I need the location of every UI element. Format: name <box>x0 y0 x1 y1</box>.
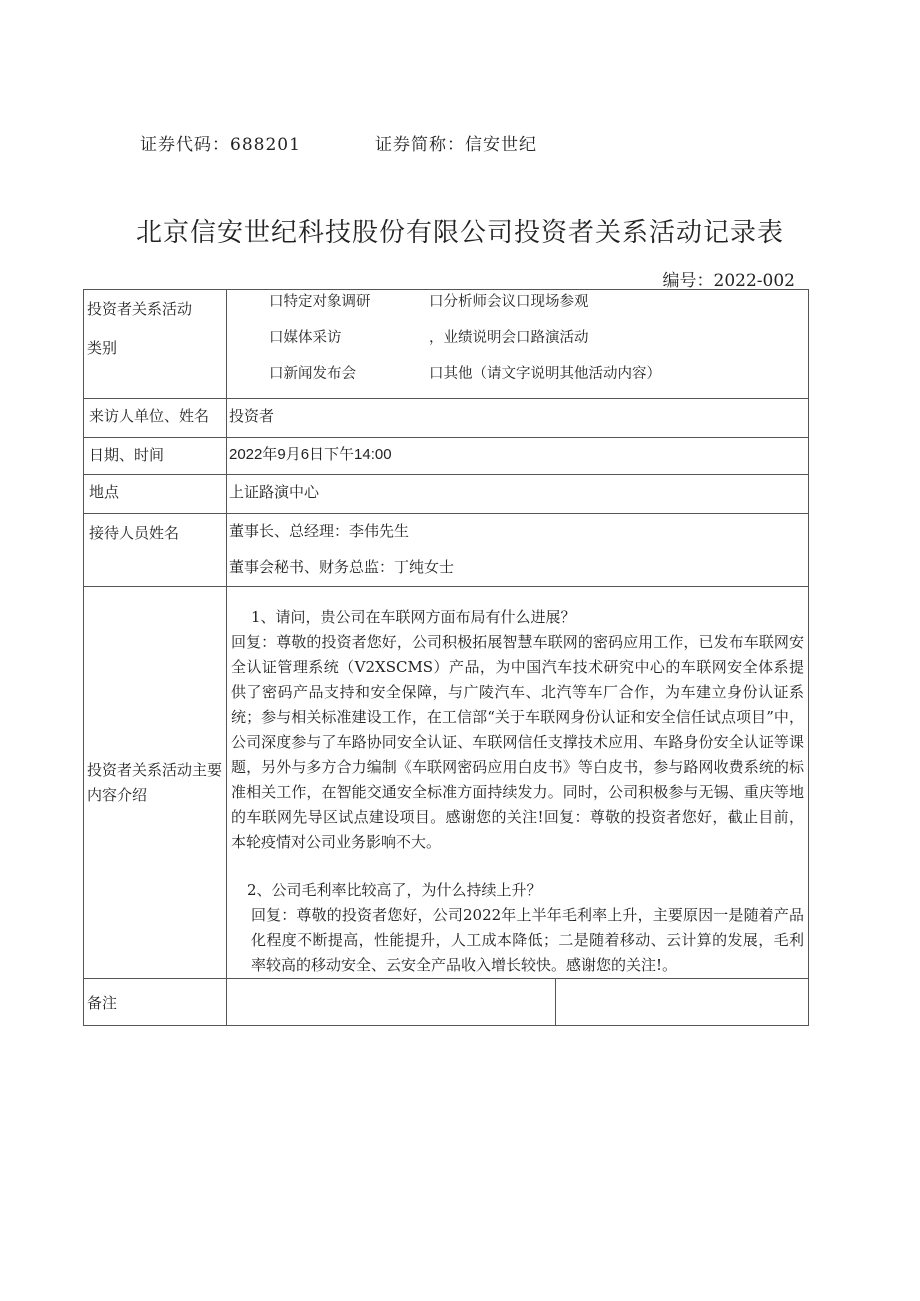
visitor-value: 投资者 <box>229 407 275 425</box>
place-value: 上证路演中心 <box>229 483 320 501</box>
option-specific-research[interactable]: 口特定对象调研 <box>269 294 371 310</box>
activity-type-label-line1: 投资者关系活动 <box>87 300 193 318</box>
content-label <box>84 587 227 979</box>
place-label-text: 地点 <box>89 483 120 501</box>
remark-cell-1 <box>227 979 556 1026</box>
place-value-cell <box>227 475 809 514</box>
activity-type-label-line2: 类别 <box>87 339 118 357</box>
visitor-label <box>84 399 227 438</box>
datetime-value: 2022年9月6日下午14:00 <box>229 446 392 463</box>
stock-code: 证券代码：688201 <box>140 135 301 155</box>
activity-record-table <box>83 289 809 1026</box>
answer-1: 回复：尊敬的投资者您好，公司积极拓展智慧车联网的密码应用工作，已发布车联网安全认证管理系统（V2XSCMS）产品，为中国汽车技术研究中心的车联网安全体系提供了密码产品支持和安全保障，与广陵汽车、北汽等车厂合作，为车建立身份认证系统；参与相关标准建设工作，在工信部“关于车联网身份认证和安全信任试点项目”中，公司深度参与了车路协同安全认证、车联网信任支撑技术应用、车路身份安全认证等课题，另外与多方合力编制《车联网密码应用白皮书》等白皮书，参与路网收费系统的标准相关工作，在智能交通安全标准方面持续发力。同时，公司积极参与无锡、重庆等地的车联网先导区试点建设项目。感谢您的关注!回复：尊敬的投资者您好，截止目前，本轮疫情对公司业务影响不大。 <box>231 633 804 851</box>
document-title: 北京信安世纪科技股份有限公司投资者关系活动记录表 <box>135 218 784 248</box>
reception-line1: 董事长、总经理：李伟先生 <box>229 522 410 540</box>
answer-2: 回复：尊敬的投资者您好，公司2022年上半年毛利率上升，主要原因一是随着产品化程度不断提高，性能提升，人工成本降低；二是随着移动、云计算的发展，毛利率较高的移动安全、云安全产品收入增长较快。感谢您的关注!。 <box>251 906 804 974</box>
place-label <box>84 475 227 514</box>
visitor-value-cell <box>227 399 809 438</box>
activity-type-label <box>84 290 227 399</box>
place-row <box>84 475 809 514</box>
reception-label-text: 接待人员姓名 <box>89 524 180 542</box>
datetime-row <box>84 438 809 475</box>
content-body <box>227 587 809 979</box>
datetime-label <box>84 438 227 475</box>
remark-row <box>84 979 809 1026</box>
question-2: 2、公司毛利率比较高了，为什么持续上升？ <box>247 881 542 899</box>
option-analyst-meeting-site-visit[interactable]: 口分析师会议口现场参观 <box>429 294 589 310</box>
datetime-label-text: 日期、时间 <box>89 446 165 464</box>
option-other[interactable]: 口其他（请文字说明其他活动内容） <box>429 366 661 382</box>
reception-line2: 董事会秘书、财务总监：丁纯女士 <box>229 558 455 576</box>
visitor-label-text: 来访人单位、姓名 <box>89 407 210 425</box>
remark-cell-2 <box>556 979 809 1026</box>
visitor-row <box>84 399 809 438</box>
content-label-text: 投资者关系活动主要内容介绍 <box>87 760 223 804</box>
remark-label <box>84 979 227 1026</box>
activity-type-options <box>227 290 809 399</box>
option-earnings-presentation-roadshow[interactable]: ，业绩说明会口路演活动 <box>429 330 589 346</box>
reception-row <box>84 514 809 587</box>
document-number: 编号：2022-002 <box>662 271 795 291</box>
content-row <box>84 587 809 979</box>
datetime-value-cell <box>227 438 809 475</box>
option-press-conference[interactable]: 口新闻发布会 <box>269 366 356 382</box>
remark-label-text: 备注 <box>87 993 118 1012</box>
reception-label <box>84 514 227 587</box>
option-media-interview[interactable]: 口媒体采访 <box>269 330 342 346</box>
stock-abbreviation: 证券简称：信安世纪 <box>375 135 537 155</box>
reception-value-cell <box>227 514 809 587</box>
activity-type-row <box>84 290 809 399</box>
question-1: 1、请问，贵公司在车联网方面布局有什么进展？ <box>251 608 576 626</box>
